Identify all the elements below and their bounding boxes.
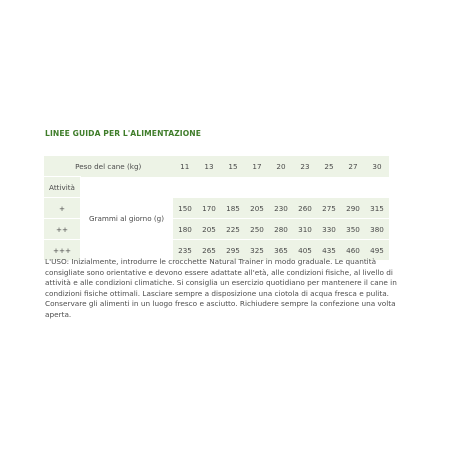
grams-cell: 150 [173, 198, 198, 219]
grams-cell: 250 [245, 219, 269, 240]
grams-cell: 280 [269, 219, 293, 240]
grams-cell: 295 [221, 240, 245, 261]
grams-cell: 205 [245, 198, 269, 219]
grams-cell: 290 [341, 198, 365, 219]
grams-cell: 380 [365, 219, 389, 240]
grams-cell: 435 [317, 240, 341, 261]
feeding-title: LINEE GUIDA PER L'ALIMENTAZIONE [45, 129, 202, 138]
grams-cell: 315 [365, 198, 389, 219]
grams-cell: 350 [341, 219, 365, 240]
weight-cell: 15 [221, 156, 245, 177]
grams-cell: 275 [317, 198, 341, 219]
grams-label: Grammi al giorno (g) [81, 177, 173, 261]
weight-cell: 11 [173, 156, 198, 177]
grams-cell: 365 [269, 240, 293, 261]
grams-cell: 260 [293, 198, 317, 219]
weight-cell: 20 [269, 156, 293, 177]
weight-cell: 27 [341, 156, 365, 177]
grams-cell: 235 [173, 240, 198, 261]
grams-cell: 170 [197, 198, 221, 219]
grams-cell: 330 [317, 219, 341, 240]
activity-level: +++ [44, 240, 81, 261]
grams-cell: 325 [245, 240, 269, 261]
grams-cell: 230 [269, 198, 293, 219]
grams-cell: 265 [197, 240, 221, 261]
weight-cell: 13 [197, 156, 221, 177]
activity-level: + [44, 198, 81, 219]
grams-cell: 310 [293, 219, 317, 240]
feeding-table [44, 156, 389, 260]
grams-cell: 185 [221, 198, 245, 219]
weight-header-row [44, 156, 389, 177]
weight-cell: 23 [293, 156, 317, 177]
activity-label: Attività [44, 177, 81, 198]
weight-cell: 30 [365, 156, 389, 177]
activity-level: ++ [44, 219, 81, 240]
activity-header-row [44, 177, 389, 198]
grams-cell: 495 [365, 240, 389, 261]
grams-cell: 225 [221, 219, 245, 240]
weight-cell: 17 [245, 156, 269, 177]
grams-cell: 205 [197, 219, 221, 240]
grams-cell: 180 [173, 219, 198, 240]
weight-cell: 25 [317, 156, 341, 177]
grams-cell: 405 [293, 240, 317, 261]
usage-instructions: L'USO: Inizialmente, introdurre le crocchette Natural Trainer in modo graduale. Le quantità consigliate sono orientative e devono essere adattate all'età, alle condizioni fisiche, al livello di attività e alle condizioni climatiche. Si consiglia un esercizio quotidiano per mantenere il cane in condizioni fisiche ottimali. Lasciare sempre a disposizione una ciotola di acqua fresca e pulita. Conservare gli alimenti in un luogo fresco e asciutto. Richiudere sempre la confezione una volta aperta. [45, 257, 397, 319]
weight-label: Peso del cane (kg) [44, 156, 173, 177]
grams-cell: 460 [341, 240, 365, 261]
